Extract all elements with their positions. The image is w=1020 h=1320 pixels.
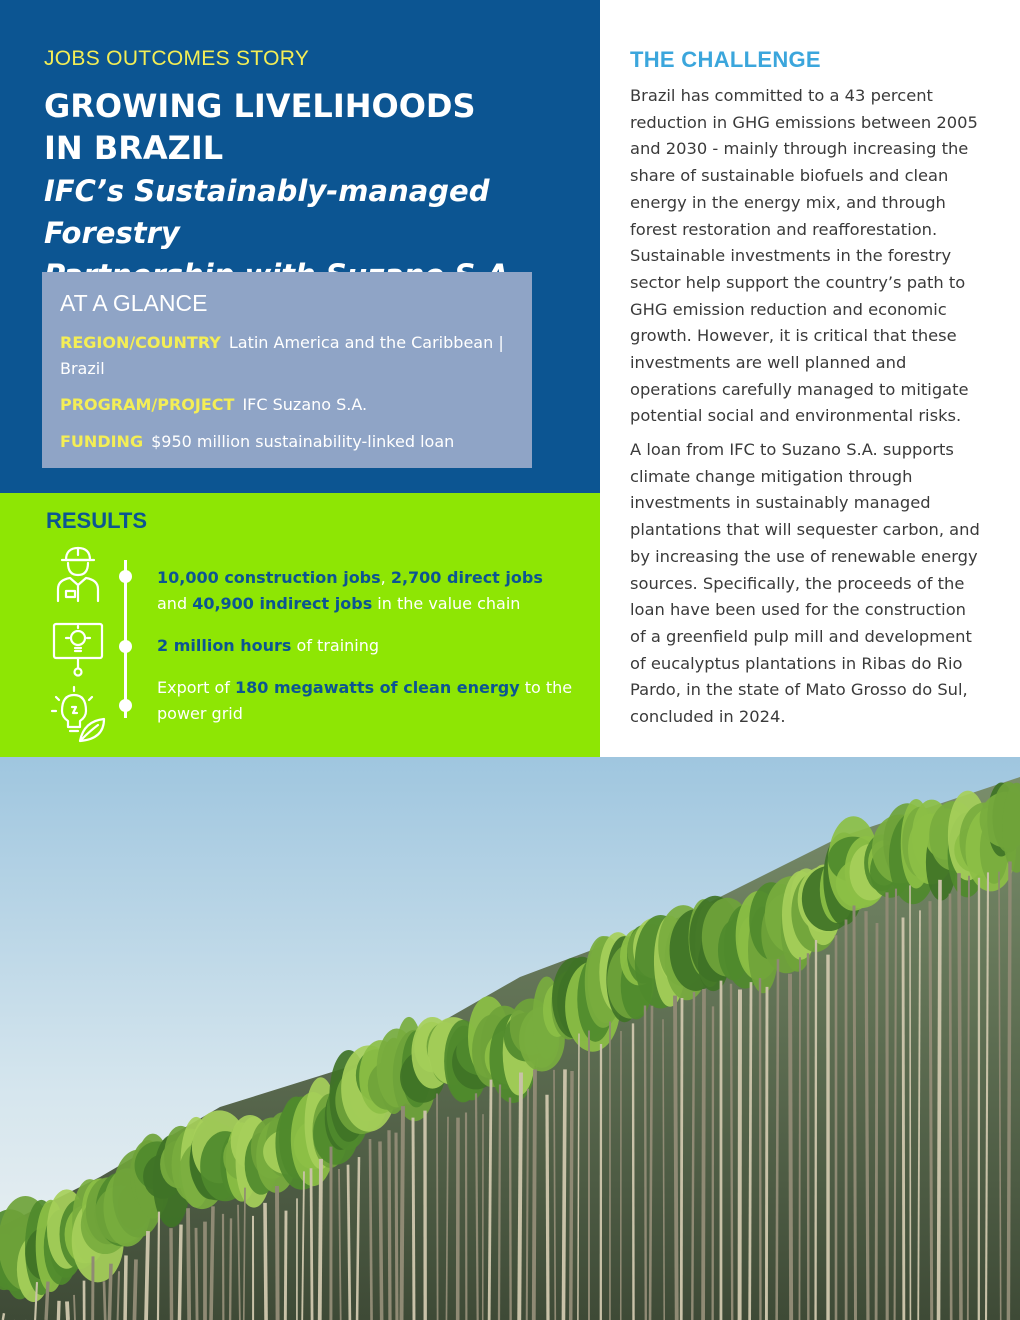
glance-heading: AT A GLANCE xyxy=(60,290,208,316)
text: power grid xyxy=(157,704,243,723)
kicker: JOBS OUTCOMES STORY xyxy=(44,47,310,70)
glance-key: REGION/COUNTRY xyxy=(60,333,221,352)
highlight: 2 million hours xyxy=(157,636,292,655)
glance-value: Brazil xyxy=(60,359,105,378)
result-jobs xyxy=(157,565,577,617)
glance-funding xyxy=(60,429,520,455)
glance-region xyxy=(60,330,520,382)
clean-energy-bulb-icon xyxy=(44,683,112,745)
eucalyptus-forest-illustration xyxy=(0,757,1020,1320)
glance-key: FUNDING xyxy=(60,432,144,451)
timeline-dot xyxy=(119,699,132,712)
title-line: GROWING LIVELIHOODS xyxy=(44,87,476,125)
forest-photo xyxy=(0,757,1020,1320)
highlight: 180 megawatts of clean energy xyxy=(234,678,520,697)
text: Export of xyxy=(157,678,235,697)
page-title xyxy=(44,85,476,169)
text: of training xyxy=(291,636,380,655)
text: to the xyxy=(519,678,573,697)
highlight: 40,900 indirect jobs xyxy=(192,594,373,613)
text: and xyxy=(157,594,193,613)
title-line: IN BRAZIL xyxy=(44,129,224,167)
highlight: 2,700 direct jobs xyxy=(390,568,543,587)
challenge-paragraph: A loan from IFC to Suzano S.A. supports climate change mitigation through investments in sustainably managed plantations that will sequester carbon, and by increasing the use of renewable energy sources. Specifically, the proceeds of the loan have been used for the construction of a greenfield pulp mill and development of eucalyptus plantations in Ribas do Rio Pardo, in the state of Mato Grosso do Sul, concluded in 2024. xyxy=(630,440,980,727)
text: in the value chain xyxy=(372,594,521,613)
timeline-dot xyxy=(119,570,132,583)
training-board-icon xyxy=(44,618,112,680)
glance-value: $950 million sustainability-linked loan xyxy=(151,432,455,451)
at-a-glance-box xyxy=(42,272,532,468)
construction-worker-icon xyxy=(44,543,112,605)
timeline-dot xyxy=(119,640,132,653)
results-heading: RESULTS xyxy=(46,508,148,533)
glance-key: PROGRAM/PROJECT xyxy=(60,395,235,414)
timeline-line xyxy=(124,560,127,718)
result-energy xyxy=(157,675,577,727)
glance-value: Latin America and the Caribbean | xyxy=(228,333,504,352)
challenge-paragraph: Brazil has committed to a 43 percent reduction in GHG emissions between 2005 and 2030 - mainly through increasing the share of sustainable biofuels and clean energy in the energy mix, and through forest restoration and reafforestation. Sustainable investments in the forestry sector help support the country’s path to GHG emission reduction and economic growth. However, it is critical that these investments are well planned and operations carefully managed to mitigate potential social and environmental risks. xyxy=(630,86,978,426)
text: , xyxy=(380,568,391,587)
glance-value: IFC Suzano S.A. xyxy=(242,395,368,414)
highlight: 10,000 construction jobs xyxy=(157,568,381,587)
challenge-heading: THE CHALLENGE xyxy=(630,47,821,72)
glance-program xyxy=(60,392,520,418)
subtitle-line: IFC’s Sustainably-managed Forestry xyxy=(44,174,490,250)
result-training xyxy=(157,633,577,659)
